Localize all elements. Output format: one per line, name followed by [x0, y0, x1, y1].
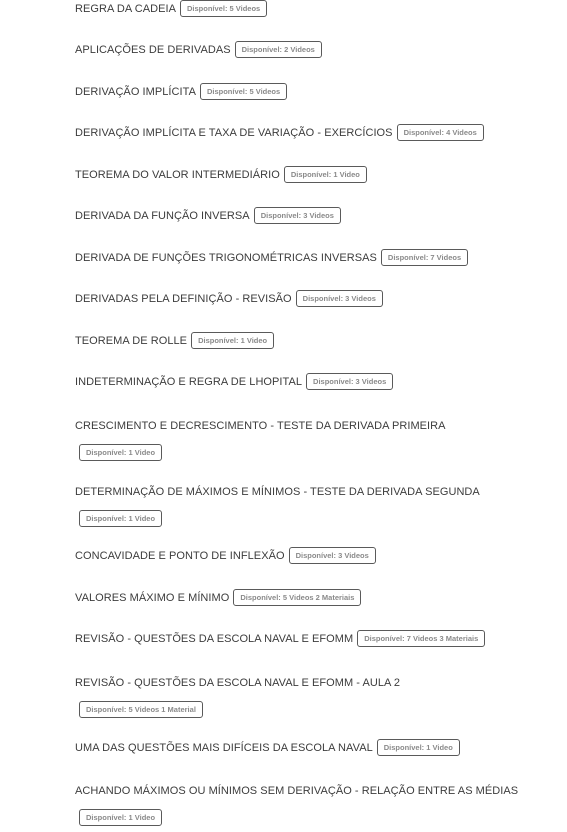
availability-badge[interactable]: Disponível: 3 Videos: [306, 373, 393, 390]
topic-item[interactable]: [75, 332, 274, 350]
availability-badge[interactable]: Disponível: 5 Videos: [200, 83, 287, 100]
topic-title[interactable]: REVISÃO - QUESTÕES DA ESCOLA NAVAL E EFOMM: [75, 632, 354, 645]
topic-item[interactable]: [75, 0, 267, 18]
availability-badge[interactable]: Disponível: 3 Videos: [254, 207, 341, 224]
topic-item[interactable]: [75, 589, 361, 607]
topic-item[interactable]: [75, 547, 376, 565]
availability-badge[interactable]: Disponível: 1 Video: [377, 739, 460, 756]
availability-badge[interactable]: Disponível: 3 Videos: [289, 547, 376, 564]
availability-badge[interactable]: Disponível: 3 Videos: [296, 290, 383, 307]
topic-item[interactable]: [75, 417, 446, 461]
topic-title[interactable]: ACHANDO MÁXIMOS OU MÍNIMOS SEM DERIVAÇÃO - RELAÇÃO ENTRE AS MÉDIAS: [75, 784, 519, 797]
topic-title[interactable]: REGRA DA CADEIA: [75, 2, 177, 15]
topic-title[interactable]: DERIVADA DA FUNÇÃO INVERSA: [75, 209, 250, 222]
topic-item[interactable]: [75, 41, 322, 59]
availability-badge[interactable]: Disponível: 1 Video: [79, 444, 162, 461]
topic-title[interactable]: CRESCIMENTO E DECRESCIMENTO - TESTE DA DERIVADA PRIMEIRA: [75, 419, 446, 432]
availability-badge[interactable]: Disponível: 5 Videos 2 Materiais: [233, 589, 361, 606]
availability-badge[interactable]: Disponível: 5 Videos 1 Material: [79, 701, 203, 718]
topic-title[interactable]: REVISÃO - QUESTÕES DA ESCOLA NAVAL E EFOMM - AULA 2: [75, 676, 401, 689]
availability-badge[interactable]: Disponível: 2 Videos: [235, 41, 322, 58]
availability-badge[interactable]: Disponível: 1 Video: [191, 332, 274, 349]
topic-title[interactable]: UMA DAS QUESTÕES MAIS DIFÍCEIS DA ESCOLA NAVAL: [75, 741, 373, 754]
topic-title[interactable]: TEOREMA DO VALOR INTERMEDIÁRIO: [75, 168, 280, 181]
availability-badge[interactable]: Disponível: 1 Video: [79, 809, 162, 826]
topic-title[interactable]: DERIVAÇÃO IMPLÍCITA: [75, 85, 196, 98]
topic-item[interactable]: [75, 373, 393, 391]
topic-item[interactable]: [75, 739, 460, 757]
topic-title[interactable]: VALORES MÁXIMO E MÍNIMO: [75, 591, 230, 604]
topic-title[interactable]: TEOREMA DE ROLLE: [75, 334, 188, 347]
topic-item[interactable]: [75, 483, 480, 527]
topic-item[interactable]: [75, 207, 341, 225]
availability-badge[interactable]: Disponível: 1 Video: [79, 510, 162, 527]
topic-title[interactable]: APLICAÇÕES DE DERIVADAS: [75, 43, 231, 56]
topic-item[interactable]: [75, 249, 468, 267]
availability-badge[interactable]: Disponível: 7 Videos 3 Materiais: [357, 630, 485, 647]
availability-badge[interactable]: Disponível: 1 Video: [284, 166, 367, 183]
availability-badge[interactable]: Disponível: 7 Videos: [381, 249, 468, 266]
topic-title[interactable]: INDETERMINAÇÃO E REGRA DE LHOPITAL: [75, 375, 303, 388]
topic-item[interactable]: [75, 124, 484, 142]
topic-title[interactable]: DETERMINAÇÃO DE MÁXIMOS E MÍNIMOS - TESTE DA DERIVADA SEGUNDA: [75, 485, 480, 498]
topic-title[interactable]: DERIVADA DE FUNÇÕES TRIGONOMÉTRICAS INVERSAS: [75, 251, 377, 264]
topic-item[interactable]: [75, 782, 518, 826]
topic-title[interactable]: DERIVADAS PELA DEFINIÇÃO - REVISÃO: [75, 292, 292, 305]
topic-title[interactable]: CONCAVIDADE E PONTO DE INFLEXÃO: [75, 549, 285, 562]
availability-badge[interactable]: Disponível: 5 Videos: [180, 0, 267, 17]
availability-badge[interactable]: Disponível: 4 Videos: [397, 124, 484, 141]
topic-item[interactable]: [75, 630, 485, 648]
topic-item[interactable]: [75, 674, 400, 718]
topic-title[interactable]: DERIVAÇÃO IMPLÍCITA E TAXA DE VARIAÇÃO - EXERCÍCIOS: [75, 126, 393, 139]
topic-item[interactable]: [75, 290, 383, 308]
topic-item[interactable]: [75, 166, 367, 184]
topic-item[interactable]: [75, 83, 287, 101]
